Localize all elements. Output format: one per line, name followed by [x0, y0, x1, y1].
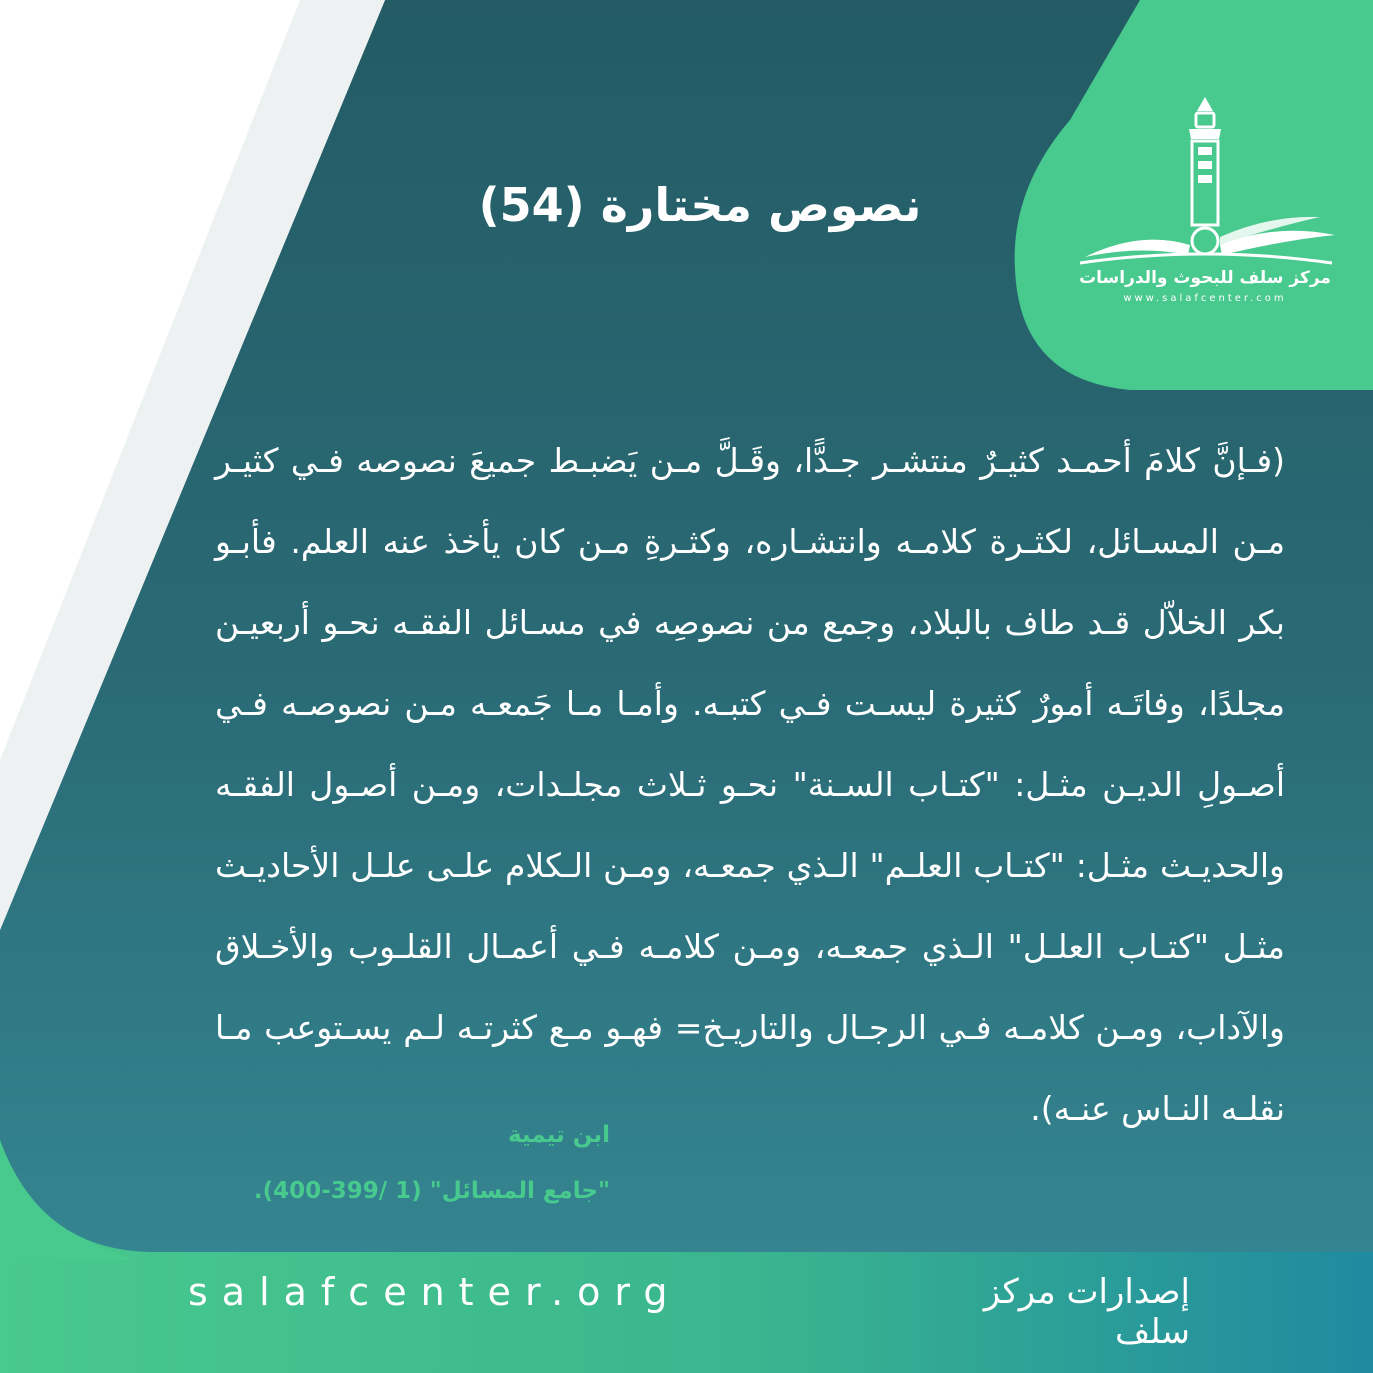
source-author: ابن تيمية: [507, 1122, 610, 1148]
logo: [1070, 95, 1340, 320]
footer-brand: إصدارات مركز سلف: [983, 1272, 1190, 1352]
source-book: "جامع المسائل" (1 /399-400).: [253, 1178, 610, 1204]
logo-url: www.salafcenter.com: [1123, 293, 1287, 304]
quote-text: (فـإنَّ كلامَ أحمـد كثيـرٌ منتشـر جـدًّا، وقَـلَّ مـن يَضبـط جميعَ نصوصه فـي كثيـر مـن المسـائل، لكثـرة كلامـه وانتشـاره، وكثـرةِ مـن كان يأخذ عنه العلم. فأبـو بكر الخلاّل قـد طاف بالبلاد، وجمع من نصوصِه في مسـائل الفقـه نحـو أربعيـن مجلدًا، وفاتَـه أمورٌ كثيرة ليسـت فـي كتبـه. وأمـا مـا جَمعـه مـن نصوصـه فـي أصـولِ الديـن مثـل: "كتـاب السـنة" نحـو ثـلاث مجلـدات، ومـن أصـول الفقـه والحديـث مثـل: "كتـاب العلـم" الـذي جمعـه، ومـن الـكلام علـى علـل الأحاديـث مثـل "كتـاب العلـل" الـذي جمعـه، ومـن كلامـه فـي أعمـال القلـوب والأخـلاق والآداب، ومـن كلامـه فـي الرجـال والتاريـخ= فهـو مـع كثرتـه لـم يسـتوعب مـا نقلـه النـاس عنـه).: [215, 441, 1285, 1128]
logo-name: مركز سلف للبحوث والدراسات: [1079, 268, 1331, 288]
page-title: نصوص مختارة (54): [478, 178, 922, 232]
lighthouse-pen-book-icon: [1070, 95, 1340, 270]
footer-url: salafcenter.org: [188, 1270, 682, 1314]
